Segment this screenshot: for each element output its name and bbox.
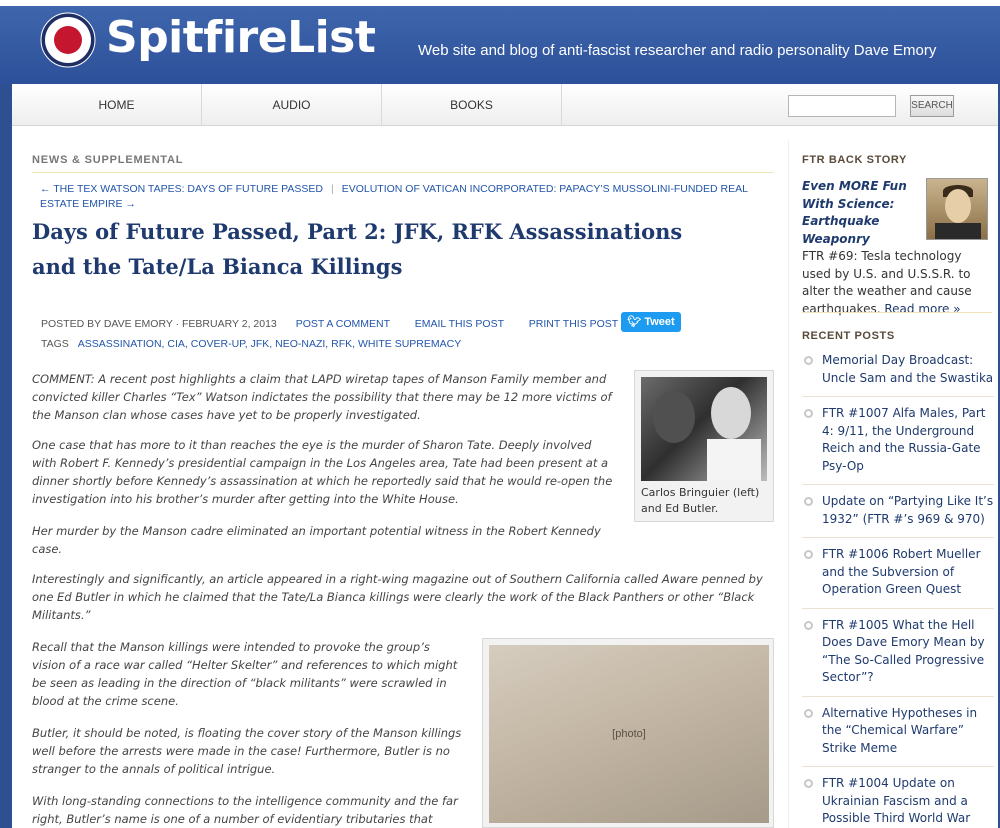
tweet-button-label: Tweet [644,316,675,328]
main-nav [12,84,998,126]
nav-home[interactable]: HOME [32,84,202,126]
recent-post-link[interactable]: Memorial Day Broadcast: Uncle Sam and the Swastika [822,353,994,385]
recent-post-item[interactable] [802,546,994,609]
email-post-link[interactable]: EMAIL THIS POST [414,318,504,330]
post-paragraph: Interestingly and significantly, an article appeared in a right-wing magazine out of Southern California called Aware penned by one Ed Butler in which he claimed that the Tate/La Bianca killings were clearly the work of the Black Panthers or other “Black Militants.” [32,572,763,622]
tag-links[interactable]: ASSASSINATION, CIA, COVER-UP, JFK, NEO-NAZI, RFK, WHITE SUPREMACY [77,338,462,350]
post-title: Days of Future Passed, Part 2: JFK, RFK Assassinations and the Tate/La Bianca Killings [32,219,683,279]
print-post-link[interactable]: PRINT THIS POST [528,318,619,330]
tweet-button[interactable] [621,312,681,332]
photo-person-left [653,391,695,443]
backstory-title-wrap [802,178,920,248]
bullet-icon [804,497,813,506]
sidebar [802,140,994,828]
post-tags-line [41,338,461,350]
search-input[interactable] [788,95,896,117]
recent-post-item[interactable] [802,617,994,697]
recent-post-item[interactable] [802,352,994,397]
photo-placeholder-label: [photo] [612,728,646,740]
backstory-body: FTR #69: Tesla technology used by U.S. and U.S.S.R. to alter the weather and cause earthquakes. [802,249,972,316]
post-meta-line [41,318,618,330]
post-paragraph: Butler, it should be noted, is floating the cover story of the Manson killings well before the arrests were made in the case! Furthermore, Butler is no stranger to the annals of political intrigue. [32,726,462,776]
recent-post-link[interactable]: FTR #1004 Update on Ukrainian Fascism and a Possible Third World War [822,776,971,825]
backstory-text [802,178,992,318]
post-paragraph: COMMENT: A recent post highlights a claim that LAPD wiretap tapes of Manson Family member and convicted killer Charles “Tex” Watson indictates the possibility that there may be 12 more victims of the Manson clan whose cases have yet to be properly investigated. [32,372,612,422]
site-tagline: Web site and blog of anti-fascist researcher and radio personality Dave Emory [418,42,937,59]
photo-person-right [711,387,751,439]
post-content [32,140,774,828]
recent-posts-heading: RECENT POSTS [802,330,895,342]
figure-bringuier-butler [634,370,774,522]
recent-post-link[interactable]: FTR #1007 Alfa Males, Part 4: 9/11, the Underground Reich and the Russia-Gate Psy-Op [822,406,986,473]
divider [32,172,774,173]
category-label: NEWS & SUPPLEMENTAL [32,154,184,166]
post-paragraph: One case that has more to it than reaches the eye is the murder of Sharon Tate. Deeply involved with Robert F. Kennedy’s presidential campaign in the Los Angeles area, Tate had been present at a dinner shortly before Kennedy’s assassination at which he reportedly said that he would re-open the investigation into his brother’s murder after getting into the White House. [32,438,613,506]
nav-audio[interactable]: AUDIO [202,84,382,126]
bringuier-butler-photo[interactable] [641,377,767,481]
figure-caption: Carlos Bringuier (left) and Ed Butler. [641,486,760,515]
bullet-icon [804,409,813,418]
column-divider [788,140,789,828]
search-button[interactable]: SEARCH [910,95,954,117]
figure-crime-scene [482,638,774,828]
photo-placeholder[interactable] [489,645,769,823]
nav-books[interactable]: BOOKS [382,84,562,126]
bullet-icon [804,779,813,788]
bullet-icon [804,709,813,718]
recent-post-item[interactable] [802,493,994,538]
page-container [12,84,998,828]
recent-post-link[interactable]: FTR #1005 What the Hell Does Dave Emory Mean by “The So-Called Progressive Sector”? [822,617,985,684]
roundel-logo-icon[interactable] [40,12,96,68]
post-navigation [40,182,770,212]
recent-post-link[interactable]: Update on “Partying Like It’s 1932” (FTR #’s 969 & 970) [822,494,994,526]
post-nav-separator: | [330,183,334,195]
site-name[interactable]: SpitfireList [106,12,376,63]
post-paragraph: With long-standing connections to the intelligence community and the far right, Butler’s name is one of a number of evidentiary tributaries that [32,794,458,826]
bullet-icon [804,550,813,559]
divider [802,312,992,313]
recent-post-item[interactable] [802,405,994,485]
backstory-heading: FTR BACK STORY [802,154,907,166]
previous-post-link[interactable]: ← THE TEX WATSON TAPES: DAYS OF FUTURE PASSED [40,183,323,195]
tags-label: TAGS [41,338,69,350]
post-byline: POSTED BY DAVE EMORY · FEBRUARY 2, 2013 [41,318,277,330]
read-more-link[interactable]: Read more » [884,301,961,316]
next-post-link[interactable]: EVOLUTION OF VATICAN INCORPORATED: PAPACY’S MUSSOLINI-FUNDED REAL ESTATE EMPIRE → [40,183,748,210]
recent-post-link[interactable]: FTR #1006 Robert Mueller and the Subversion of Operation Green Quest [822,547,981,596]
backstory-title-link[interactable]: Even MORE Fun With Science: Earthquake Weaponry [802,179,907,246]
post-comment-link[interactable]: POST A COMMENT [295,318,390,330]
bullet-icon [804,356,813,365]
twitter-bird-icon: 🐦︎ [627,316,642,328]
post-paragraph: Recall that the Manson killings were intended to provoke the group’s vision of a race war called “Helter Skelter” and references to which might be seen as leading in the direction of “black militants” were scrawled in blood at the crime scene. [32,640,458,708]
site-header [0,6,1000,84]
bullet-icon [804,621,813,630]
recent-post-item[interactable] [802,705,994,768]
recent-post-link[interactable]: Alternative Hypotheses in the “Chemical Warfare” Strike Meme [822,705,978,755]
post-paragraph: Her murder by the Manson cadre eliminated an important potential witness in the Robert Kennedy case. [32,524,601,556]
photo-shirt [707,439,761,481]
recent-post-item[interactable] [802,775,994,828]
recent-posts-list [802,352,994,828]
